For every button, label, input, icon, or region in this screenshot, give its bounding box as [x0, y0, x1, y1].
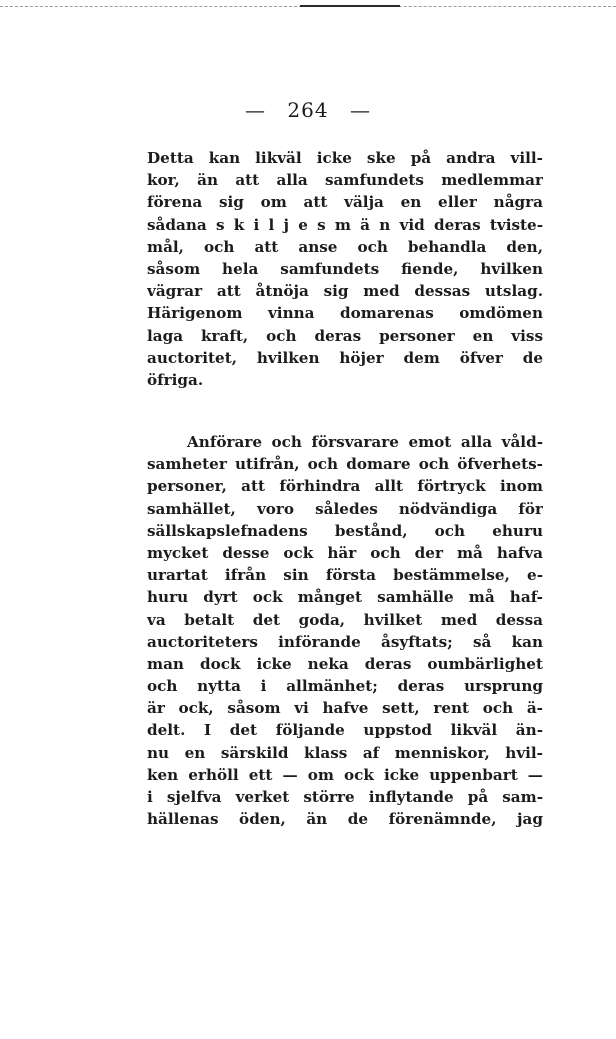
text-line: auctoritet, hvilken höjer dem öfver de — [147, 348, 543, 367]
text-line: samheter utifrån, och domare och öfverhets- — [147, 455, 543, 474]
text-line: öfriga. — [147, 370, 204, 389]
page-number — [0, 98, 616, 122]
text-line: personer, att förhindra allt förtryck inom — [147, 477, 543, 496]
text-line: förena sig om att välja en eller några — [147, 193, 543, 212]
text-line: vägrar att åtnöja sig med dessas utslag. — [147, 282, 543, 301]
text-line: Anförare och försvarare emot alla våld- — [187, 433, 543, 451]
page-number-value: 264 — [287, 98, 329, 122]
text-line: ken erhöll ett — om ock icke uppenbart — — [147, 765, 543, 784]
text-line: auctoriteters införande åsyftats; så kan — [147, 632, 543, 651]
page-number-dash-left: — — [245, 98, 267, 122]
text-line: delt. I det följande uppstod likväl än- — [147, 721, 543, 740]
text-line: urartat ifrån sin första bestämmelse, e- — [147, 566, 543, 585]
text-line: mycket desse ock här och der må hafva — [147, 543, 543, 562]
text-line: va betalt det goda, hvilket med dessa — [147, 610, 543, 629]
top-border-rule-dark — [300, 5, 400, 7]
text-line: hällenas öden, än de förenämnde, jag — [147, 810, 543, 829]
text-line: Härigenom vinna domarenas omdömen — [147, 304, 543, 323]
page-number-dash-right: — — [349, 98, 371, 122]
text-line: sådana s k i l j e s m ä n vid deras tviste- — [147, 215, 543, 234]
text-line: kor, än att alla samfundets medlemmar — [147, 171, 543, 190]
text-line: mål, och att anse och behandla den, — [147, 237, 543, 256]
text-line: laga kraft, och deras personer en viss — [147, 326, 543, 345]
text-line: och nytta i allmänhet; deras ursprung — [147, 677, 543, 696]
text-line: huru dyrt ock månget samhälle må haf- — [147, 588, 543, 607]
text-line: Detta kan likväl icke ske på andra vill- — [147, 149, 543, 167]
text-line: såsom hela samfundets fiende, hvilken — [147, 259, 543, 278]
text-line: samhället, voro således nödvändiga för — [147, 499, 543, 518]
text-line: sällskapslefnadens bestånd, och ehuru — [147, 521, 543, 540]
paragraph-2 — [147, 431, 543, 830]
text-line: i sjelfva verket större inflytande på sam- — [147, 788, 543, 806]
paragraph-1 — [147, 147, 543, 391]
text-line: man dock icke neka deras oumbärlighet — [147, 654, 543, 673]
text-line: nu en särskild klass af menniskor, hvil- — [147, 743, 543, 762]
text-line: är ock, såsom vi hafve sett, rent och ä- — [147, 699, 543, 718]
